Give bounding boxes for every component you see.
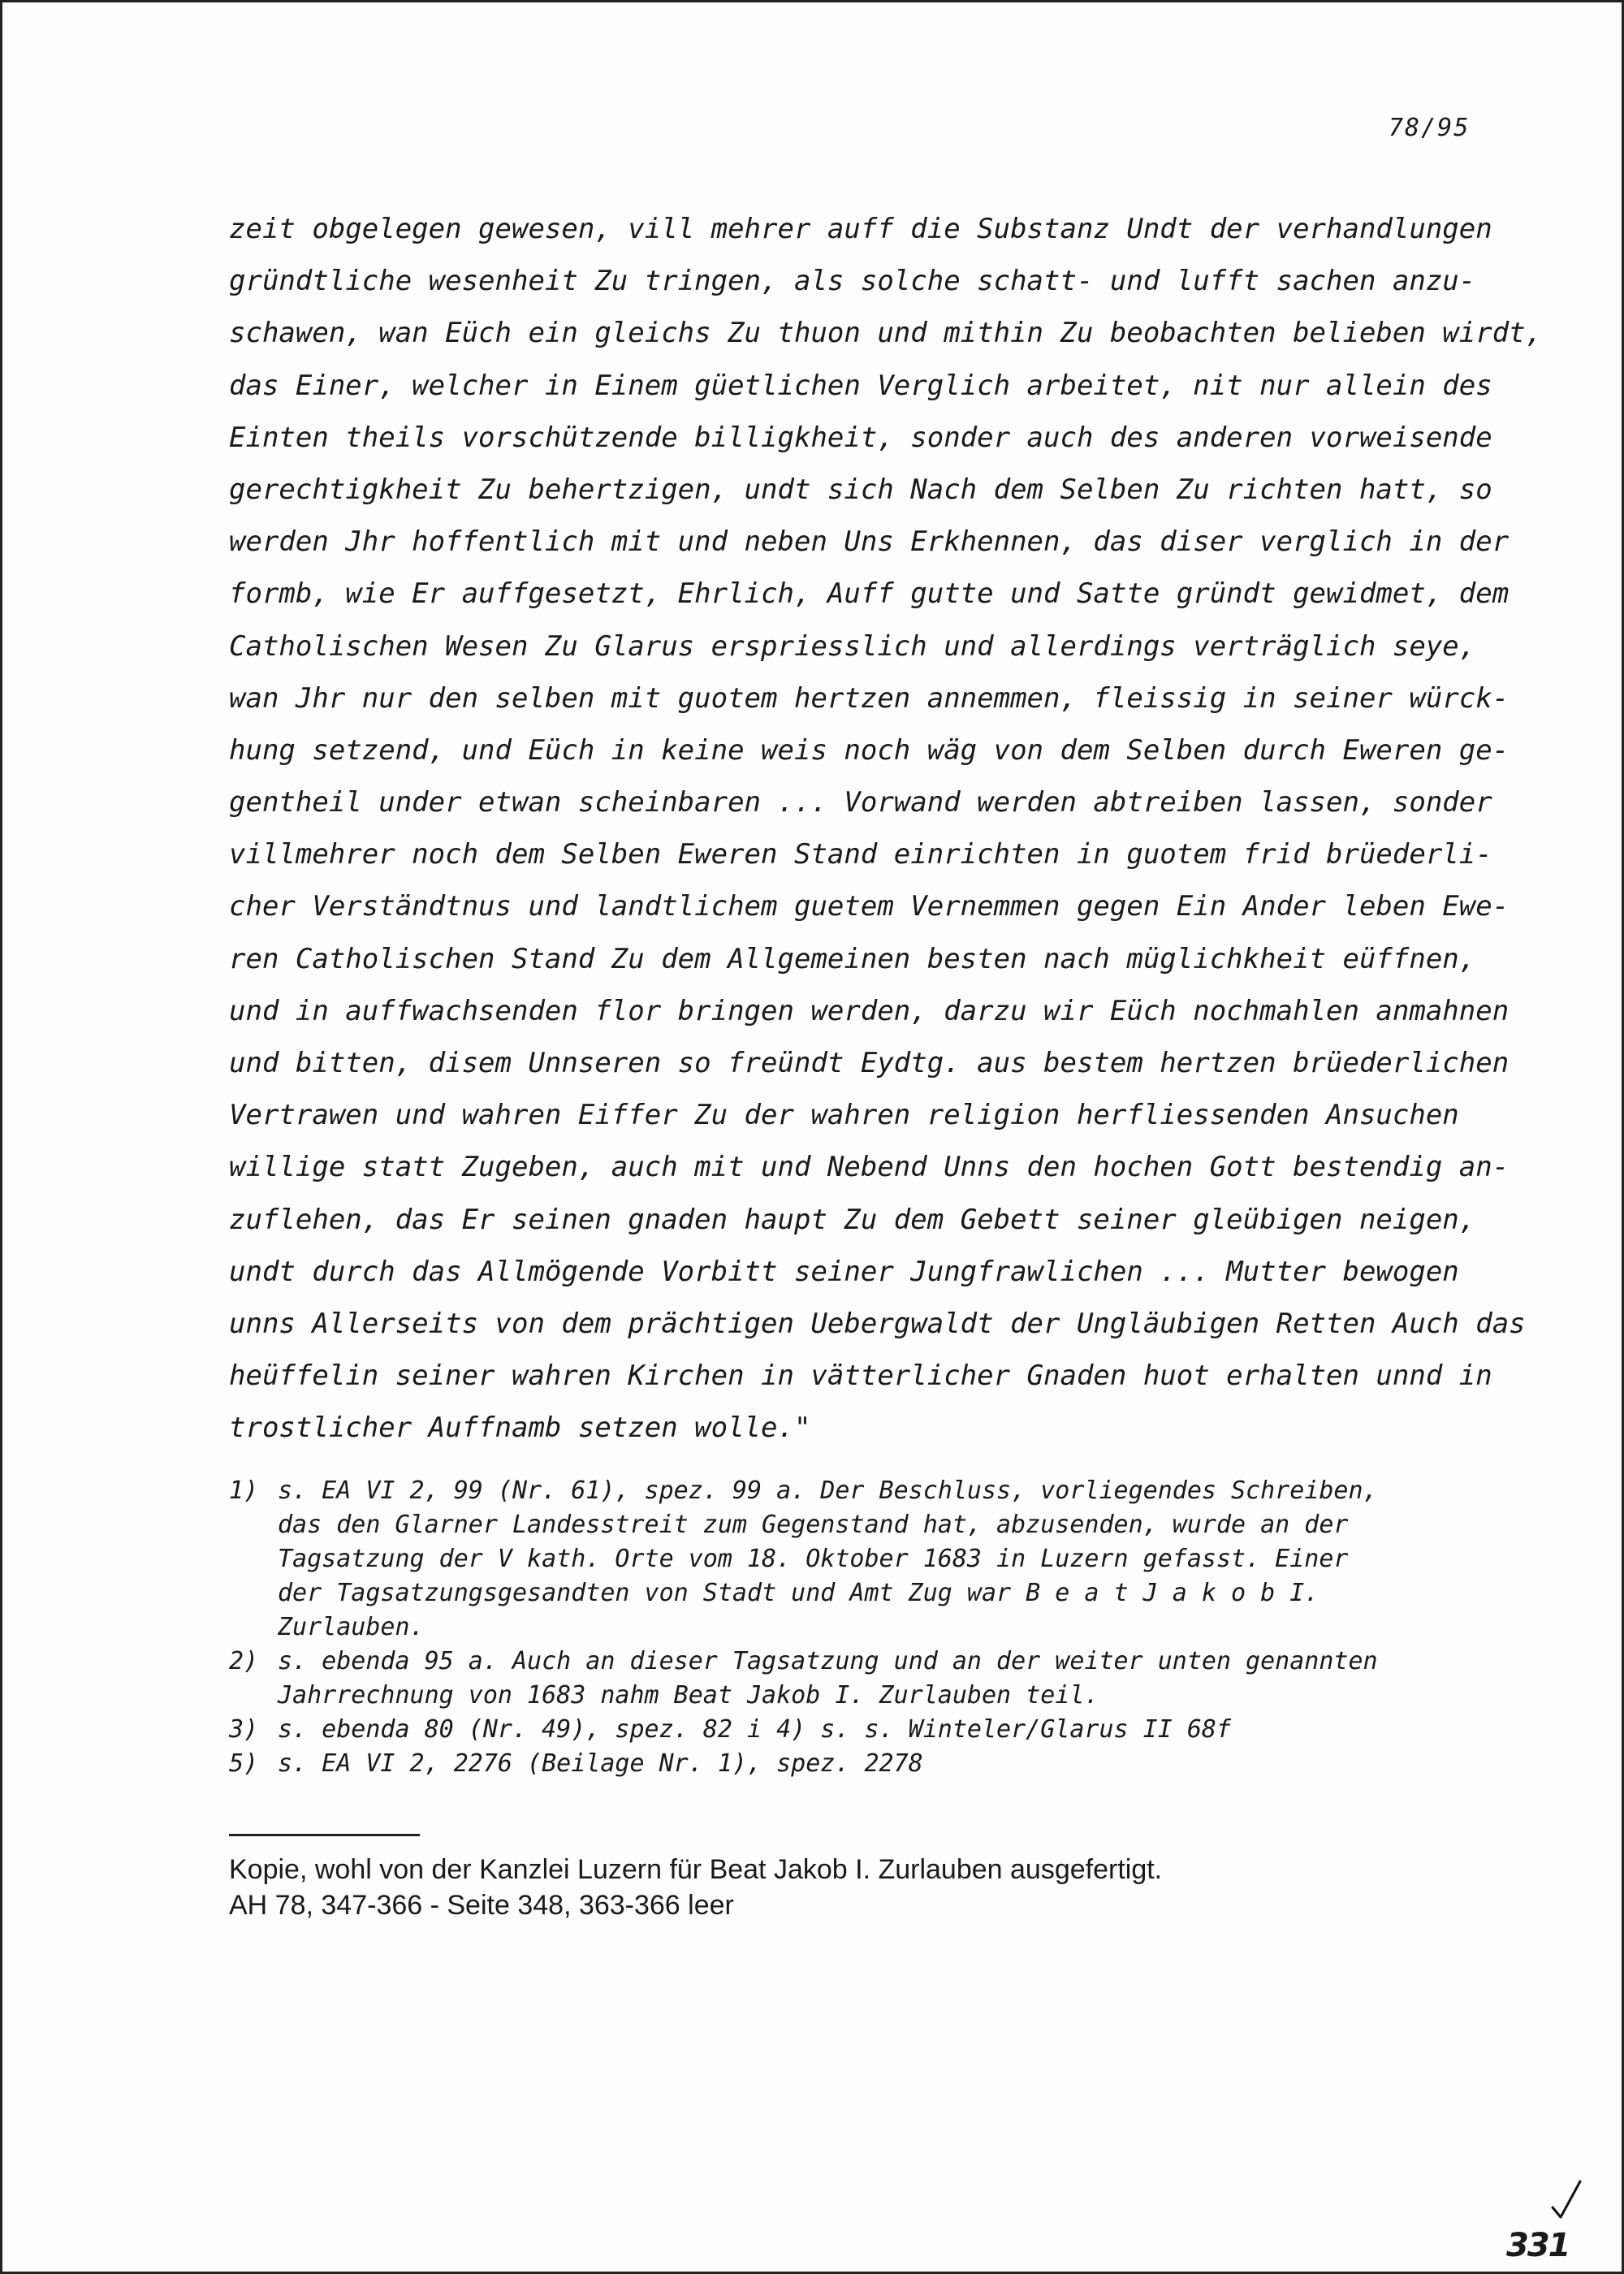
note-line: AH 78, 347-366 - Seite 348, 363-366 leer <box>229 1890 734 1921</box>
footnote-line: Zurlauben. <box>278 1613 425 1641</box>
body-line: schawen, wan Eüch ein gleichs Zu thuon und mithin Zu beobachten belieben wirdt, <box>229 317 1543 350</box>
footnotes <box>229 1474 1553 1781</box>
body-line: wan Jhr nur den selben mit guotem hertzen annemmen, fleissig in seiner würck- <box>229 681 1510 715</box>
footnote-text <box>278 1713 1553 1747</box>
footnote-line: Jahrrechnung von 1683 nahm Beat Jakob I. Zurlauben teil. <box>278 1681 1099 1710</box>
body-text <box>229 203 1544 1455</box>
footnote-number: 3) <box>229 1715 259 1744</box>
body-line: trostlicher Auffnamb setzen wolle." <box>229 1412 811 1445</box>
body-line: werden Jhr hoffentlich mit und neben Uns Erkhennen, das diser verglich in der <box>229 525 1510 559</box>
footnote-text <box>278 1645 1553 1713</box>
page-number: 78/95 <box>1389 114 1471 142</box>
body-line: hung setzend, und Eüch in keine weis noch wäg von dem Selben durch Eweren ge- <box>229 733 1510 767</box>
footnote-text <box>278 1474 1553 1645</box>
body-line: unns Allerseits von dem prächtigen Uebergwaldt der Ungläubigen Retten Auch das <box>229 1307 1526 1340</box>
body-line: cher Verständtnus und landtlichem guetem Vernemmen gegen Ein Ander leben Ewe- <box>229 890 1510 923</box>
body-line: gründtliche wesenheit Zu tringen, als solche schatt- und lufft sachen anzu- <box>229 265 1476 298</box>
body-line: formb, wie Er auffgesetzt, Ehrlich, Auff gutte und Satte gründt gewidmet, dem <box>229 577 1510 611</box>
body-line: und bitten, disem Unnseren so freündt Eydtg. aus bestem hertzen brüederlichen <box>229 1047 1510 1079</box>
footnote-text <box>278 1747 1553 1781</box>
body-line: und in auffwachsenden flor bringen werden, darzu wir Eüch nochmahlen anmahnen <box>229 994 1510 1027</box>
footnote-number: 1) <box>229 1476 259 1505</box>
body-line: zeit obgelegen gewesen, vill mehrer auff die Substanz Undt der verhandlungen <box>229 213 1492 245</box>
footnote-line: s. EA VI 2, 2276 (Beilage Nr. 1), spez. 2278 <box>278 1749 923 1778</box>
footnote-line: s. ebenda 95 a. Auch an dieser Tagsatzung und an der weiter unten genannten <box>278 1647 1378 1675</box>
archival-note <box>229 1852 1569 1923</box>
note-line: Kopie, wohl von der Kanzlei Luzern für Beat Jakob I. Zurlauben ausgefertigt. <box>229 1854 1163 1885</box>
footnote-line: der Tagsatzungsgesandten von Stadt und Amt Zug war B e a t J a k o b I. <box>278 1579 1320 1607</box>
footnote-number: 5) <box>229 1749 259 1778</box>
footnote-line: Tagsatzung der V kath. Orte vom 18. Oktober 1683 in Luzern gefasst. Einer <box>278 1545 1349 1573</box>
body-line: gentheil under etwan scheinbaren ... Vorwand werden abtreiben lassen, sonder <box>229 786 1492 819</box>
body-line: willige statt Zugeben, auch mit und Nebend Unns den hochen Gott bestendig an- <box>229 1151 1510 1184</box>
footnote-5 <box>229 1747 1553 1781</box>
footnote-rule <box>229 1834 420 1836</box>
footnote-line: s. EA VI 2, 99 (Nr. 61), spez. 99 a. Der Beschluss, vorliegendes Schreiben, <box>278 1476 1378 1505</box>
folio-stamp: 331 <box>1506 2227 1570 2264</box>
footnote-number: 2) <box>229 1647 259 1675</box>
body-line: gerechtigkheit Zu behertzigen, undt sich Nach dem Selben Zu richten hatt, so <box>229 473 1492 506</box>
body-line: zuflehen, das Er seinen gnaden haupt Zu dem Gebett seiner gleübigen neigen, <box>229 1203 1476 1236</box>
footnote-line: das den Glarner Landesstreit zum Gegenstand hat, abzusenden, wurde an der <box>278 1511 1349 1539</box>
body-line: Vertrawen und wahren Eiffer Zu der wahren religion herfliessenden Ansuchen <box>229 1099 1459 1132</box>
body-line: Catholischen Wesen Zu Glarus erspriesslich und allerdings verträglich seye, <box>229 629 1476 663</box>
footnote-1 <box>229 1474 1553 1645</box>
body-line: ren Catholischen Stand Zu dem Allgemeinen besten nach müglichkheit eüffnen, <box>229 942 1476 975</box>
footnote-line: s. ebenda 80 (Nr. 49), spez. 82 i 4) s. s. Winteler/Glarus II 68f <box>278 1715 1231 1744</box>
body-line: villmehrer noch dem Selben Eweren Stand einrichten in guotem frid brüederli- <box>229 838 1492 871</box>
body-line: undt durch das Allmögende Vorbitt seiner Jungfrawlichen ... Mutter bewogen <box>229 1255 1459 1288</box>
body-line: das Einer, welcher in Einem güetlichen Verglich arbeitet, nit nur allein des <box>229 369 1492 402</box>
footnote-2 <box>229 1645 1553 1713</box>
checkmark-icon <box>1543 2177 1592 2225</box>
footnote-3 <box>229 1713 1553 1747</box>
body-line: heüffelin seiner wahren Kirchen in vätterlicher Gnaden huot erhalten unnd in <box>229 1360 1492 1393</box>
body-line: Einten theils vorschützende billigkheit, sonder auch des anderen vorweisende <box>229 421 1492 454</box>
